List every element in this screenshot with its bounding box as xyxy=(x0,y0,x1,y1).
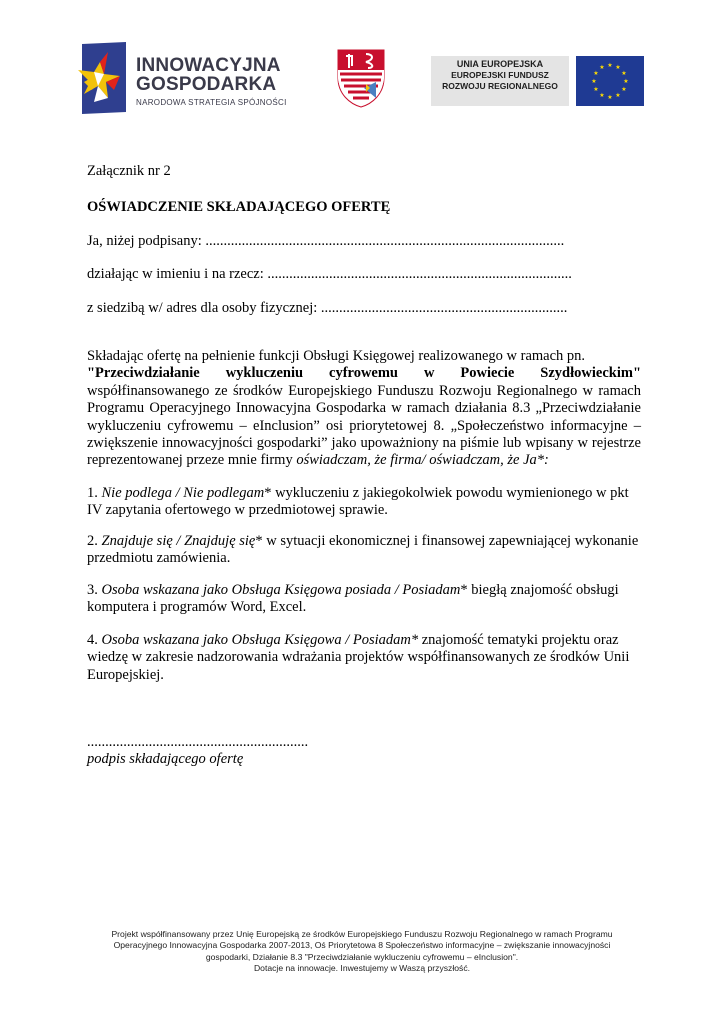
logo-line-1: INNOWACYJNA xyxy=(136,55,281,76)
signature-dots: ............................................................. xyxy=(87,734,309,750)
item-number: 3. xyxy=(87,582,102,598)
eu-logo-text xyxy=(431,56,569,106)
name-field-line: Ja, niżej podpisany: ................................................................................................... xyxy=(87,233,565,249)
svg-text:★: ★ xyxy=(615,92,621,99)
logo-line-2: GOSPODARKA xyxy=(136,74,277,95)
declaration-item-2 xyxy=(87,533,641,568)
item-number: 1. xyxy=(87,485,102,501)
item-italic: Znajduje się / Znajduję się xyxy=(101,533,256,549)
item-italic: Osoba wskazana jako Obsługa Księgowa / Posiadam* xyxy=(101,632,419,648)
eu-logo-line-1: UNIA EUROPEJSKA xyxy=(456,59,544,69)
innowacyjna-gospodarka-logo xyxy=(74,42,304,118)
innowacyjna-logo-text xyxy=(136,56,287,107)
svg-text:★: ★ xyxy=(621,86,627,93)
item-text: * biegłą znajomość obsługi komputera i programów Word, Excel. xyxy=(87,582,619,616)
svg-text:★: ★ xyxy=(593,70,599,77)
eu-logo-line-3: ROZWOJU REGIONALNEGO xyxy=(442,81,558,91)
eu-flag-icon xyxy=(576,56,644,106)
project-name: "Przeciwdziałanie wykluczeniu cyfrowemu w Powiecie Szydłowieckim" xyxy=(87,365,641,382)
svg-text:★: ★ xyxy=(591,78,597,85)
item-text: * wykluczeniu z jakiegokolwiek powodu wymienionego w pkt IV zapytania ofertowego w przedmiotowej sprawie. xyxy=(87,485,629,519)
declaration-item-4 xyxy=(87,632,641,684)
intro-text-1: Składając ofertę na pełnienie funkcji Obsługi Księgowej realizowanego w ramach pn. xyxy=(87,348,586,364)
annex-label: Załącznik nr 2 xyxy=(87,163,171,179)
footer-note xyxy=(60,929,664,975)
signature-label: podpis składającego ofertę xyxy=(87,751,244,767)
svg-text:★: ★ xyxy=(607,62,613,69)
logo-line-3: NARODOWA STRATEGIA SPÓJNOŚCI xyxy=(136,98,287,107)
declaration-item-3 xyxy=(87,582,641,617)
footer-line-2: Operacyjnego Innowacyjna Gospodarka 2007-2013, Oś Priorytetowa 8 Społeczeństwo informacyjne – zwiększanie innowacyjności xyxy=(113,940,611,951)
svg-text:★: ★ xyxy=(599,92,605,99)
footer-line-1: Projekt współfinansowany przez Unię Europejską ze środków Europejskiego Funduszu Rozwoju Regionalnego w ramach Programu xyxy=(111,929,613,939)
item-italic: Osoba wskazana jako Obsługa Księgowa posiada / Posiadam xyxy=(101,582,461,598)
declaration-item-1 xyxy=(87,485,641,520)
document-title: OŚWIADCZENIE SKŁADAJĄCEGO OFERTĘ xyxy=(87,199,391,215)
intro-paragraph xyxy=(87,348,641,470)
item-text: * w sytuacji ekonomicznej i finansowej zapewniającej wykonanie przedmiotu zamówienia. xyxy=(87,533,639,567)
item-number: 4. xyxy=(87,632,102,648)
coat-of-arms-icon xyxy=(336,48,386,108)
svg-text:★: ★ xyxy=(615,64,621,71)
svg-text:★: ★ xyxy=(623,78,629,85)
svg-text:★: ★ xyxy=(607,94,613,101)
intro-declaration: oświadczam, że firma/ oświadczam, że Ja*: xyxy=(296,452,549,469)
svg-text:★: ★ xyxy=(593,86,599,93)
footer-line-4: Dotacje na innowacje. Inwestujemy w Waszą przyszłość. xyxy=(253,963,471,974)
innowacyjna-star-flag-icon xyxy=(74,42,134,114)
eu-logo-line-2: EUROPEJSKI FUNDUSZ xyxy=(451,70,549,80)
svg-text:★: ★ xyxy=(621,70,627,77)
item-text: znajomość tematyki projektu oraz wiedzę w zakresie nadzorowania wdrażania projektów współfinansowanych ze środków Unii Europejskiej. xyxy=(87,632,630,683)
behalf-field-line: działając w imieniu i na rzecz: .................................................................................... xyxy=(87,266,572,282)
eu-logo xyxy=(431,56,644,106)
intro-text-2: współfinansowanego ze środków Europejskiego Funduszu Rozwoju Regionalnego w ramach Programu Operacyjnego Innowacyjna Gospodarka w ramach działania 8.3 „Przeciwdziałanie wykluczeniu cyfrowemu – eInclusion” osi priorytetowej 8. „Społeczeństwo informacyjne – zwiększenie innowacyjności gospodarki” jako upoważniony na piśmie lub wpisany w rejestrze reprezentowanej przeze mnie firmy xyxy=(87,382,641,469)
footer-line-3: gospodarki, Działanie 8.3 "Przeciwdziałanie wykluczeniu cyfrowemu – eInclusion". xyxy=(205,951,519,962)
item-number: 2. xyxy=(87,533,102,549)
svg-text:★: ★ xyxy=(599,64,605,71)
address-field-line: z siedzibą w/ adres dla osoby fizycznej: .................................................................... xyxy=(87,300,568,316)
item-italic: Nie podlega / Nie podlegam xyxy=(101,485,265,501)
